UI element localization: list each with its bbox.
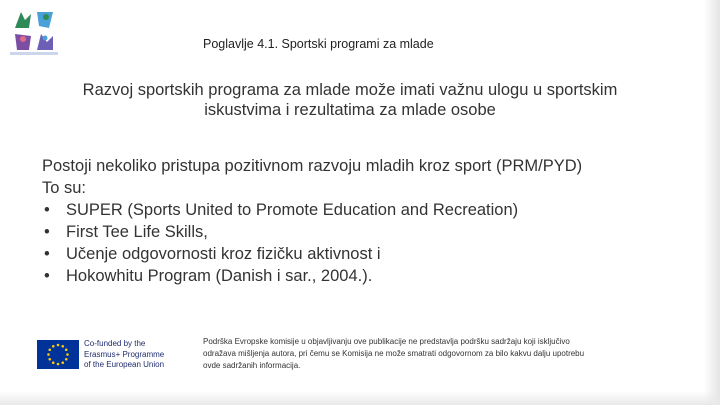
list-item — [42, 265, 682, 287]
bullet-icon: • — [44, 267, 50, 285]
list-item — [42, 221, 682, 243]
eu-text-line-1: Co-funded by the — [84, 339, 146, 348]
list-item-text: SUPER (Sports United to Promote Education and Recreation) — [66, 201, 519, 219]
list-item-text: Učenje odgovornosti kroz fizičku aktivnost i — [66, 245, 381, 263]
list-item-text: First Tee Life Skills, — [66, 223, 208, 241]
bottom-edge-shadow — [0, 391, 720, 405]
right-edge-shadow — [704, 0, 720, 405]
program-logo-icon — [11, 8, 57, 56]
slide-body — [42, 155, 682, 287]
disclaimer-line-2: odražava mišljenja autora, pri čemu se Komisija ne može smatrati odgovornom za bilo kakvu dalju upotrebu — [203, 349, 585, 358]
slide-subtitle — [20, 80, 680, 120]
list-item — [42, 243, 682, 265]
bullet-icon: • — [44, 245, 50, 263]
intro-line-2: To su: — [42, 179, 87, 197]
intro-line-1: Postoji nekoliko pristupa pozitivnom razvoju mladih kroz sport (PRM/PYD) — [42, 157, 583, 175]
list-item — [42, 199, 682, 221]
subtitle-line-2: iskustvima i rezultatima za mlade osobe — [204, 101, 496, 119]
eu-disclaimer — [203, 336, 695, 372]
eu-text-line-2: Erasmus+ Programme — [84, 349, 165, 359]
subtitle-line-1: Razvoj sportskih programa za mlade može imati važnu ulogu u sportskim — [82, 81, 618, 99]
bullet-icon: • — [44, 201, 50, 219]
disclaimer-line-3: ovde sadržanih informacija. — [203, 361, 301, 370]
disclaimer-line-1: Podrška Evropske komisije u objavljivanju ove publikacije ne predstavlja podršku sadržaju koji isključivo — [203, 337, 570, 346]
eu-flag-icon — [37, 340, 79, 369]
eu-cofunding-label — [84, 339, 164, 371]
bullet-icon: • — [44, 223, 50, 241]
logo-caption-strip — [10, 52, 58, 55]
approach-list — [42, 199, 682, 287]
list-item-text: Hokowhitu Program (Danish i sar., 2004.). — [66, 267, 373, 285]
eu-text-line-3: of the European Union — [84, 360, 165, 369]
chapter-title: Poglavlje 4.1. Sportski programi za mlade — [203, 37, 434, 51]
